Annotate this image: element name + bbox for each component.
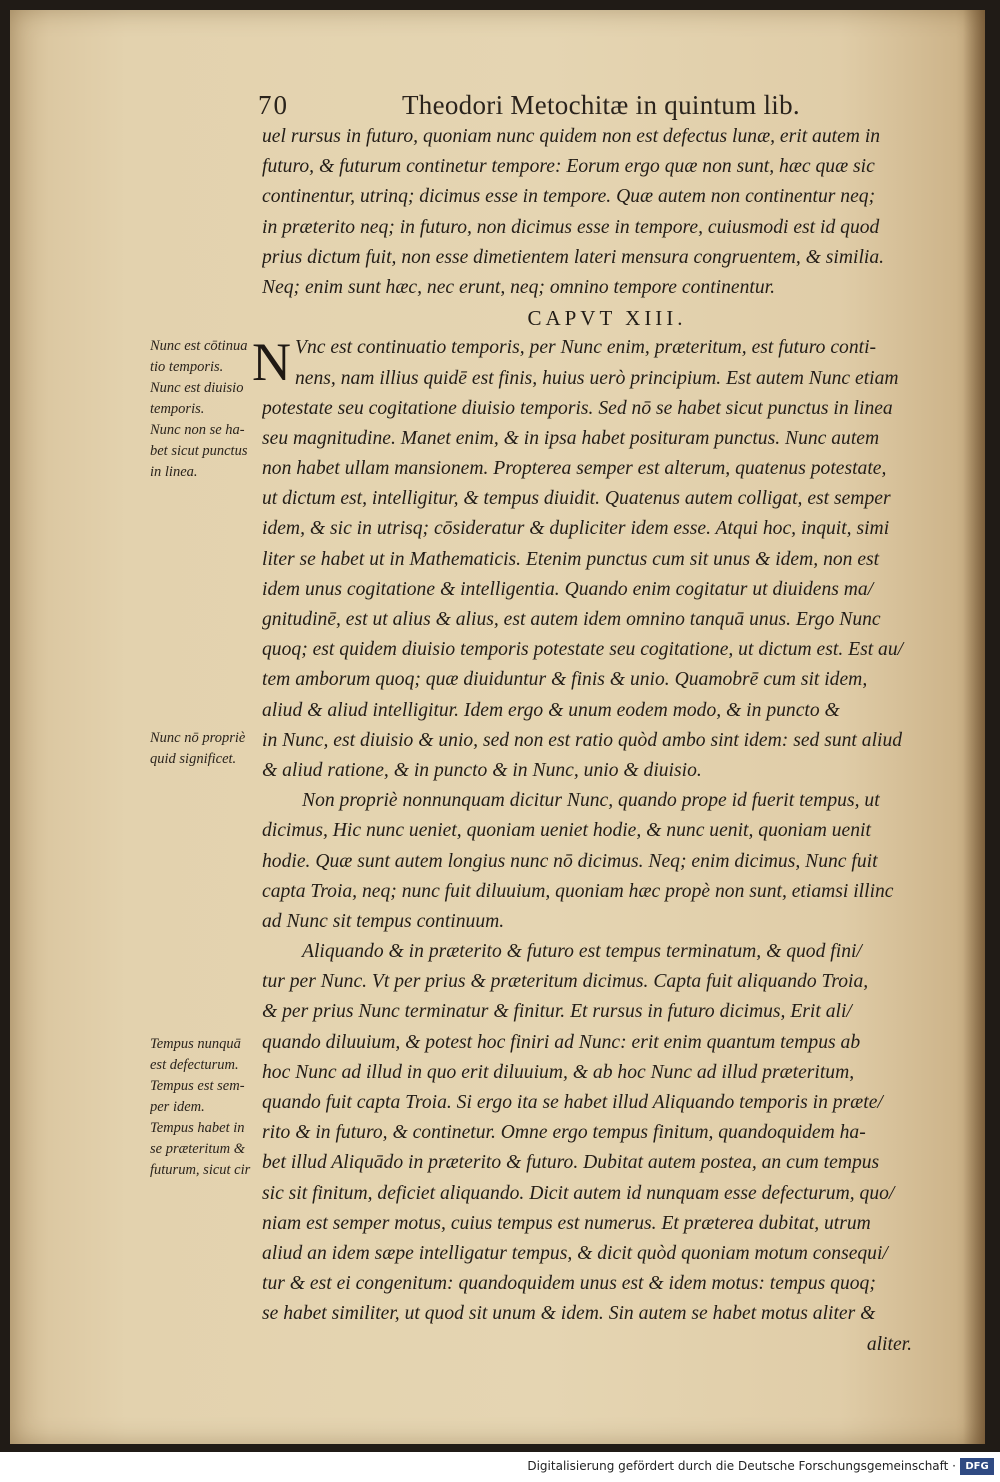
text-line: aliud & aliud intelligitur. Idem ergo & unum eodem modo, & in puncto & [262, 699, 840, 721]
text-line: quoq; est quidem diuisio temporis potestate seu cogitatione, ut dictum est. Est au/ [262, 639, 904, 661]
footer-credit: Digitalisierung gefördert durch die Deutsche Forschungsgemeinschaft · [527, 1459, 956, 1473]
chapter-heading: CAPVT XIII. [527, 306, 687, 331]
drop-capital: N [252, 332, 291, 393]
text-line: se habet similiter, ut quod sit unum & idem. Sin autem se habet motus aliter & [262, 1303, 876, 1325]
text-line: Neq; enim sunt hæc, nec erunt, neq; omnino tempore continentur. [262, 276, 775, 298]
margin-note-line: Tempus nunquā [150, 1036, 241, 1052]
text-line: dicimus, Hic nunc ueniet, quoniam ueniet hodie, & nunc uenit, quoniam uenit [262, 820, 871, 842]
margin-note-tempus [150, 1034, 282, 1181]
text-line: idem unus cogitatione & intelligentia. Quando enim cogitatur ut diuidens ma/ [262, 578, 874, 600]
text-line: tur per Nunc. Vt per prius & præteritum dicimus. Capta fuit aliquando Troia, [262, 971, 869, 993]
text-line: liter se habet ut in Mathematicis. Etenim punctus cum sit unus & idem, non est [262, 548, 880, 570]
text-line: non habet ullam mansionem. Propterea semper est alterum, quatenus potestate, [262, 458, 887, 480]
text-line: bet illud Aliquādo in præterito & futuro. Dubitat autem postea, an cum tempus [262, 1152, 880, 1174]
margin-note-nunc-proprie [150, 728, 282, 770]
margin-note-line: Nunc nō propriè [150, 730, 246, 746]
text-line: nens, nam illius quidē est finis, huius uerò principium. Est autem Nunc etiam [295, 367, 899, 389]
text-line: in Nunc, est diuisio & unio, sed non est ratio quòd ambo sint idem: sed sunt aliud [262, 729, 903, 751]
text-line: gnitudinē, est ut alius & alius, est autem idem omnino tanquā unus. Ergo Nunc [262, 609, 881, 630]
text-line: niam est semper motus, cuius tempus est numerus. Et præterea dubitat, utrum [262, 1212, 871, 1234]
text-line: potestate seu cogitatione diuisio temporis. Sed nō se habet sicut punctus in linea [262, 397, 893, 419]
catchword: aliter. [866, 1333, 912, 1355]
footer-bar [0, 1452, 1000, 1482]
margin-note-line: Nunc non se ha- [150, 422, 245, 438]
margin-note-line: Nunc est cōtinua [150, 338, 248, 354]
text-line: hoc Nunc ad illud in quo erit diluuium, & ab hoc Nunc ad illud præteritum, [262, 1061, 855, 1083]
text-line: prius dictum fuit, non esse dimetientem lateri mensura congruentem, & similia. [262, 246, 885, 268]
text-line: seu magnitudine. Manet enim, & in ipsa habet posituram punctus. Nunc autem [262, 427, 880, 449]
text-line: continentur, utrinq; dicimus esse in tempore. Quæ autem non continentur neq; [262, 186, 876, 208]
page-gutter-shadow [963, 10, 985, 1444]
margin-note-line: temporis. [150, 401, 205, 417]
margin-note-line: Nunc est diuisio [150, 380, 244, 396]
margin-note-nunc-continuatio [150, 336, 282, 483]
margin-note-line: in linea. [150, 464, 198, 480]
margin-note-line: se præteritum & [150, 1141, 246, 1157]
text-line: hodie. Quæ sunt autem longius nunc nō dicimus. Neq; enim dicimus, Nunc fuit [262, 850, 878, 872]
text-line: aliud an idem sæpe intelligatur tempus, & dicit quòd quoniam motum consequi/ [262, 1242, 888, 1264]
text-line: quando diluuium, & potest hoc finiri ad Nunc: erit enim quantum tempus ab [262, 1031, 861, 1053]
margin-note-line: futurum, sicut cir [150, 1162, 251, 1178]
margin-note-line: Tempus habet in [150, 1120, 245, 1136]
text-line: rito & in futuro, & continetur. Omne ergo tempus finitum, quandoquidem ha- [262, 1122, 866, 1144]
text-line: tur & est ei congenitum: quandoquidem unus est & idem motus: tempus quoq; [262, 1273, 876, 1295]
text-line: & aliud ratione, & in puncto & in Nunc, unio & diuisio. [262, 759, 702, 781]
text-line: futuro, & futurum continetur tempore: Eorum ergo quæ non sunt, hæc quæ sic [262, 156, 875, 178]
page-number: 70 [258, 90, 289, 120]
text-line: sic sit finitum, deficiet aliquando. Dicit autem id nunquam esse defecturum, quo/ [262, 1182, 895, 1204]
text-line: quando fuit capta Troia. Si ergo ita se habet illud Aliquando temporis in præte/ [262, 1092, 883, 1113]
text-line: ut dictum est, intelligitur, & tempus diuidit. Quatenus autem colligat, est semper [262, 488, 891, 510]
margin-note-line: bet sicut punctus [150, 443, 248, 459]
text-line: tem amborum quoq; quæ diuiduntur & finis & unio. Quamobrē cum sit idem, [262, 669, 868, 691]
text-line: Non propriè nonnunquam dicitur Nunc, quando prope id fuerit tempus, ut [302, 790, 880, 812]
margin-note-line: est defecturum. [150, 1057, 239, 1073]
text-line: idem, & sic in utrisq; cōsideratur & dupliciter idem esse. Atqui hoc, inquit, simi [262, 518, 890, 540]
running-title: Theodori Metochitæ in quintum lib. [402, 90, 800, 120]
margin-note-line: Tempus est sem- [150, 1078, 245, 1094]
text-line: uel rursus in futuro, quoniam nunc quidem non est defectus lunæ, erit autem in [262, 126, 881, 147]
text-line: Aliquando & in præterito & futuro est tempus terminatum, & quod fini/ [302, 941, 862, 963]
text-line: Vnc est continuatio temporis, per Nunc enim, præteritum, est futuro conti- [295, 337, 877, 359]
margin-note-line: quid significet. [150, 751, 237, 767]
text-line: in præterito neq; in futuro, non dicimus esse in tempore, cuiusmodi est id quod [262, 216, 880, 238]
margin-note-line: per idem. [150, 1099, 205, 1115]
margin-note-line: tio temporis. [150, 359, 224, 375]
text-line: & per prius Nunc terminatur & finitur. Et rursus in futuro dicimus, Erit ali/ [262, 1001, 852, 1023]
dfg-logo: DFG [960, 1458, 994, 1475]
text-line: ad Nunc sit tempus continuum. [262, 910, 505, 932]
body-text [252, 122, 912, 1360]
text-line: capta Troia, neq; nunc fuit diluuium, quoniam hæc propè non sunt, etiamsi illinc [262, 880, 894, 902]
